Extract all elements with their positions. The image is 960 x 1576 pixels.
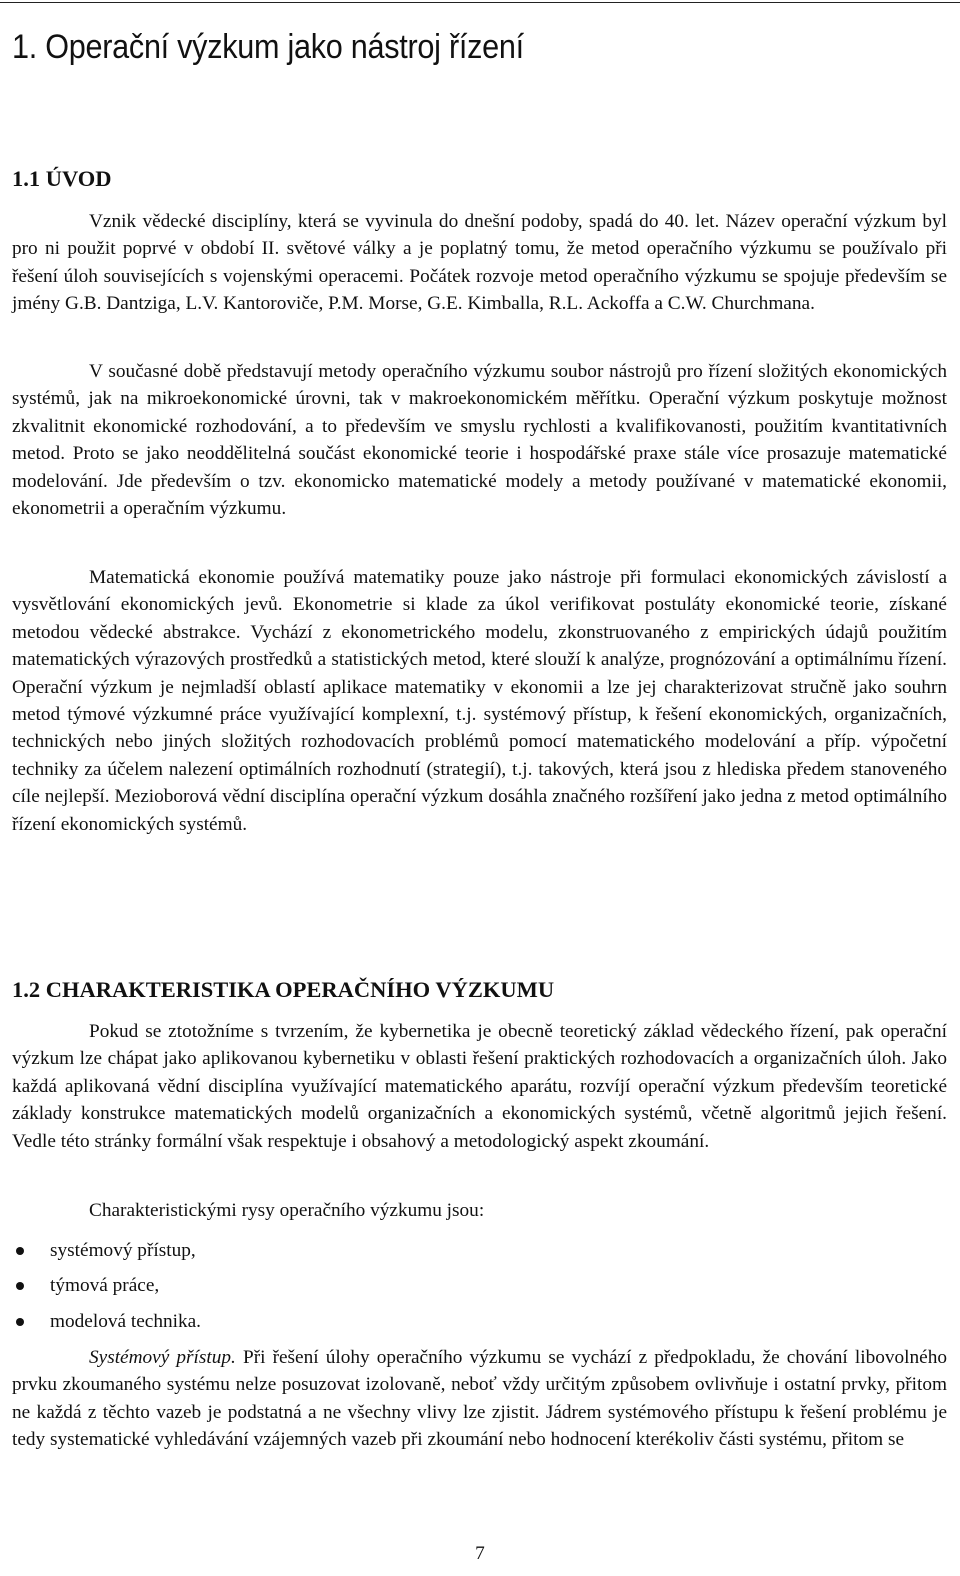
section-heading-characteristics: 1.2 CHARAKTERISTIKA OPERAČNÍHO VÝZKUMU [12, 977, 555, 1002]
characteristics-list [12, 1233, 201, 1340]
paragraph-systems-approach [12, 1344, 947, 1454]
list-item-text: týmová práce, [50, 1275, 160, 1297]
list-intro: Charakteristickými rysy operačního výzkumu jsou: [89, 1200, 485, 1221]
bullet-icon [16, 1282, 24, 1290]
top-rule [0, 2, 960, 3]
paragraph-cybernetics: Pokud se ztotožníme s tvrzením, že kybernetika je obecně teoretický základ vědeckého řízení, pak operační výzkum lze chápat jako aplikovanou kybernetiku v oblasti řešení praktických rozhodovacích a organizačních úloh. Jako každá aplikovaná vědní disciplína využívající matematického aparátu, rozvíjí operační výzkum především teoretické základy konstrukce matematických modelů organizačních a ekonomických systémů, včetně algoritmů jejich řešení. Vedle této stránky formální však respektuje i obsahový a metodologický aspekt zkoumání. [12, 1021, 947, 1152]
chapter-title: 1. Operační výzkum jako nástroj řízení [12, 28, 524, 66]
term-systems-approach: Systémový přístup. [89, 1347, 236, 1368]
list-item-text: modelová technika. [50, 1310, 201, 1332]
paragraph-mathematical-economics: Matematická ekonomie používá matematiky pouze jako nástroje při formulaci ekonomických závislostí a vysvětlování ekonomických jevů. Ekonometrie si klade za úkol verifikovat postuláty ekonomické teorie, získané metodou vědecké abstrakce. Vychází z ekonometrického modelu, zkonstruovaného z empirických údajů použitím matematických výrazových prostředků a statistických metod, které slouží k analýze, prognózování a optimálnímu řízení. Operační výzkum je nejmladší oblastí aplikace matematiky v ekonomii a lze jej charakterizovat stručně jako souhrn metod týmové výzkumné práce využívající komplexní, t.j. systémový přístup, k řešení ekonomických, organizačních, technických nebo jiných složitých rozhodovacích problémů pomocí matematického modelování a příp. výpočetní techniky za účelem nalezení optimálních rozhodnutí (strategií), t.j. takových, která jsou z hlediska předem stanoveného cíle nejlepší. Mezioborová vědní disciplína operační výzkum dosáhla značného rozšíření jako jedna z metod optimálního řízení ekonomických systémů. [12, 567, 947, 835]
list-item [12, 1269, 201, 1305]
bullet-icon [16, 1247, 24, 1255]
paragraph-systems-approach-text: Při řešení úlohy operačního výzkumu se vychází z předpokladu, že chování libovolného prvku zkoumaného systému nelze posuzovat izolovaně, neboť vždy určitým způsobem ovlivňuje i ostatní prvky, přitom ne každá z těchto vazeb je podstatná a ne všechny vlivy lze zjistit. Jádrem systémového přístupu k řešení problému je tedy systematické vyhledávání vzájemných vazeb při zkoumání nebo hodnocení kterékoliv části systému, přitom se [12, 1347, 947, 1451]
list-item [12, 1304, 201, 1340]
paragraph-present-day: V současné době představují metody operačního výzkumu soubor nástrojů pro řízení složitých ekonomických systémů, jak na mikroekonomické úrovni, tak v makroekonomickém měřítku. Operační výzkum poskytuje možnost zkvalitnit ekonomické rozhodování, a to především ve smyslu rychlosti a kvalifikovanosti, použitím kvantitativních metod. Proto se jako neoddělitelná součást ekonomické teorie i hospodářské praxe stále více prosazuje matematické modelování. Jde především o tzv. ekonomicko matematické modely a metody používané v matematické ekonomii, ekonometrii a operačním výzkumu. [12, 361, 947, 520]
list-item [12, 1233, 201, 1269]
paragraph-history: Vznik vědecké disciplíny, která se vyvinula do dnešní podoby, spadá do 40. let. Název operační výzkum byl pro ni použit poprvé v období II. světové války a je poplatný tomu, že metod operačního výzkumu se používalo při řešení úloh souvisejících s vojenskými operacemi. Počátek rozvoje metod operačního výzkumu se spojuje především se jmény G.B. Dantziga, L.V. Kantoroviče, P.M. Morse, G.E. Kimballa, R.L. Ackoffa a C.W. Churchmana. [12, 211, 947, 315]
list-item-text: systémový přístup, [50, 1239, 196, 1261]
bullet-icon [16, 1318, 24, 1326]
page-number: 7 [475, 1543, 485, 1564]
section-heading-uvod: 1.1 ÚVOD [12, 166, 112, 191]
